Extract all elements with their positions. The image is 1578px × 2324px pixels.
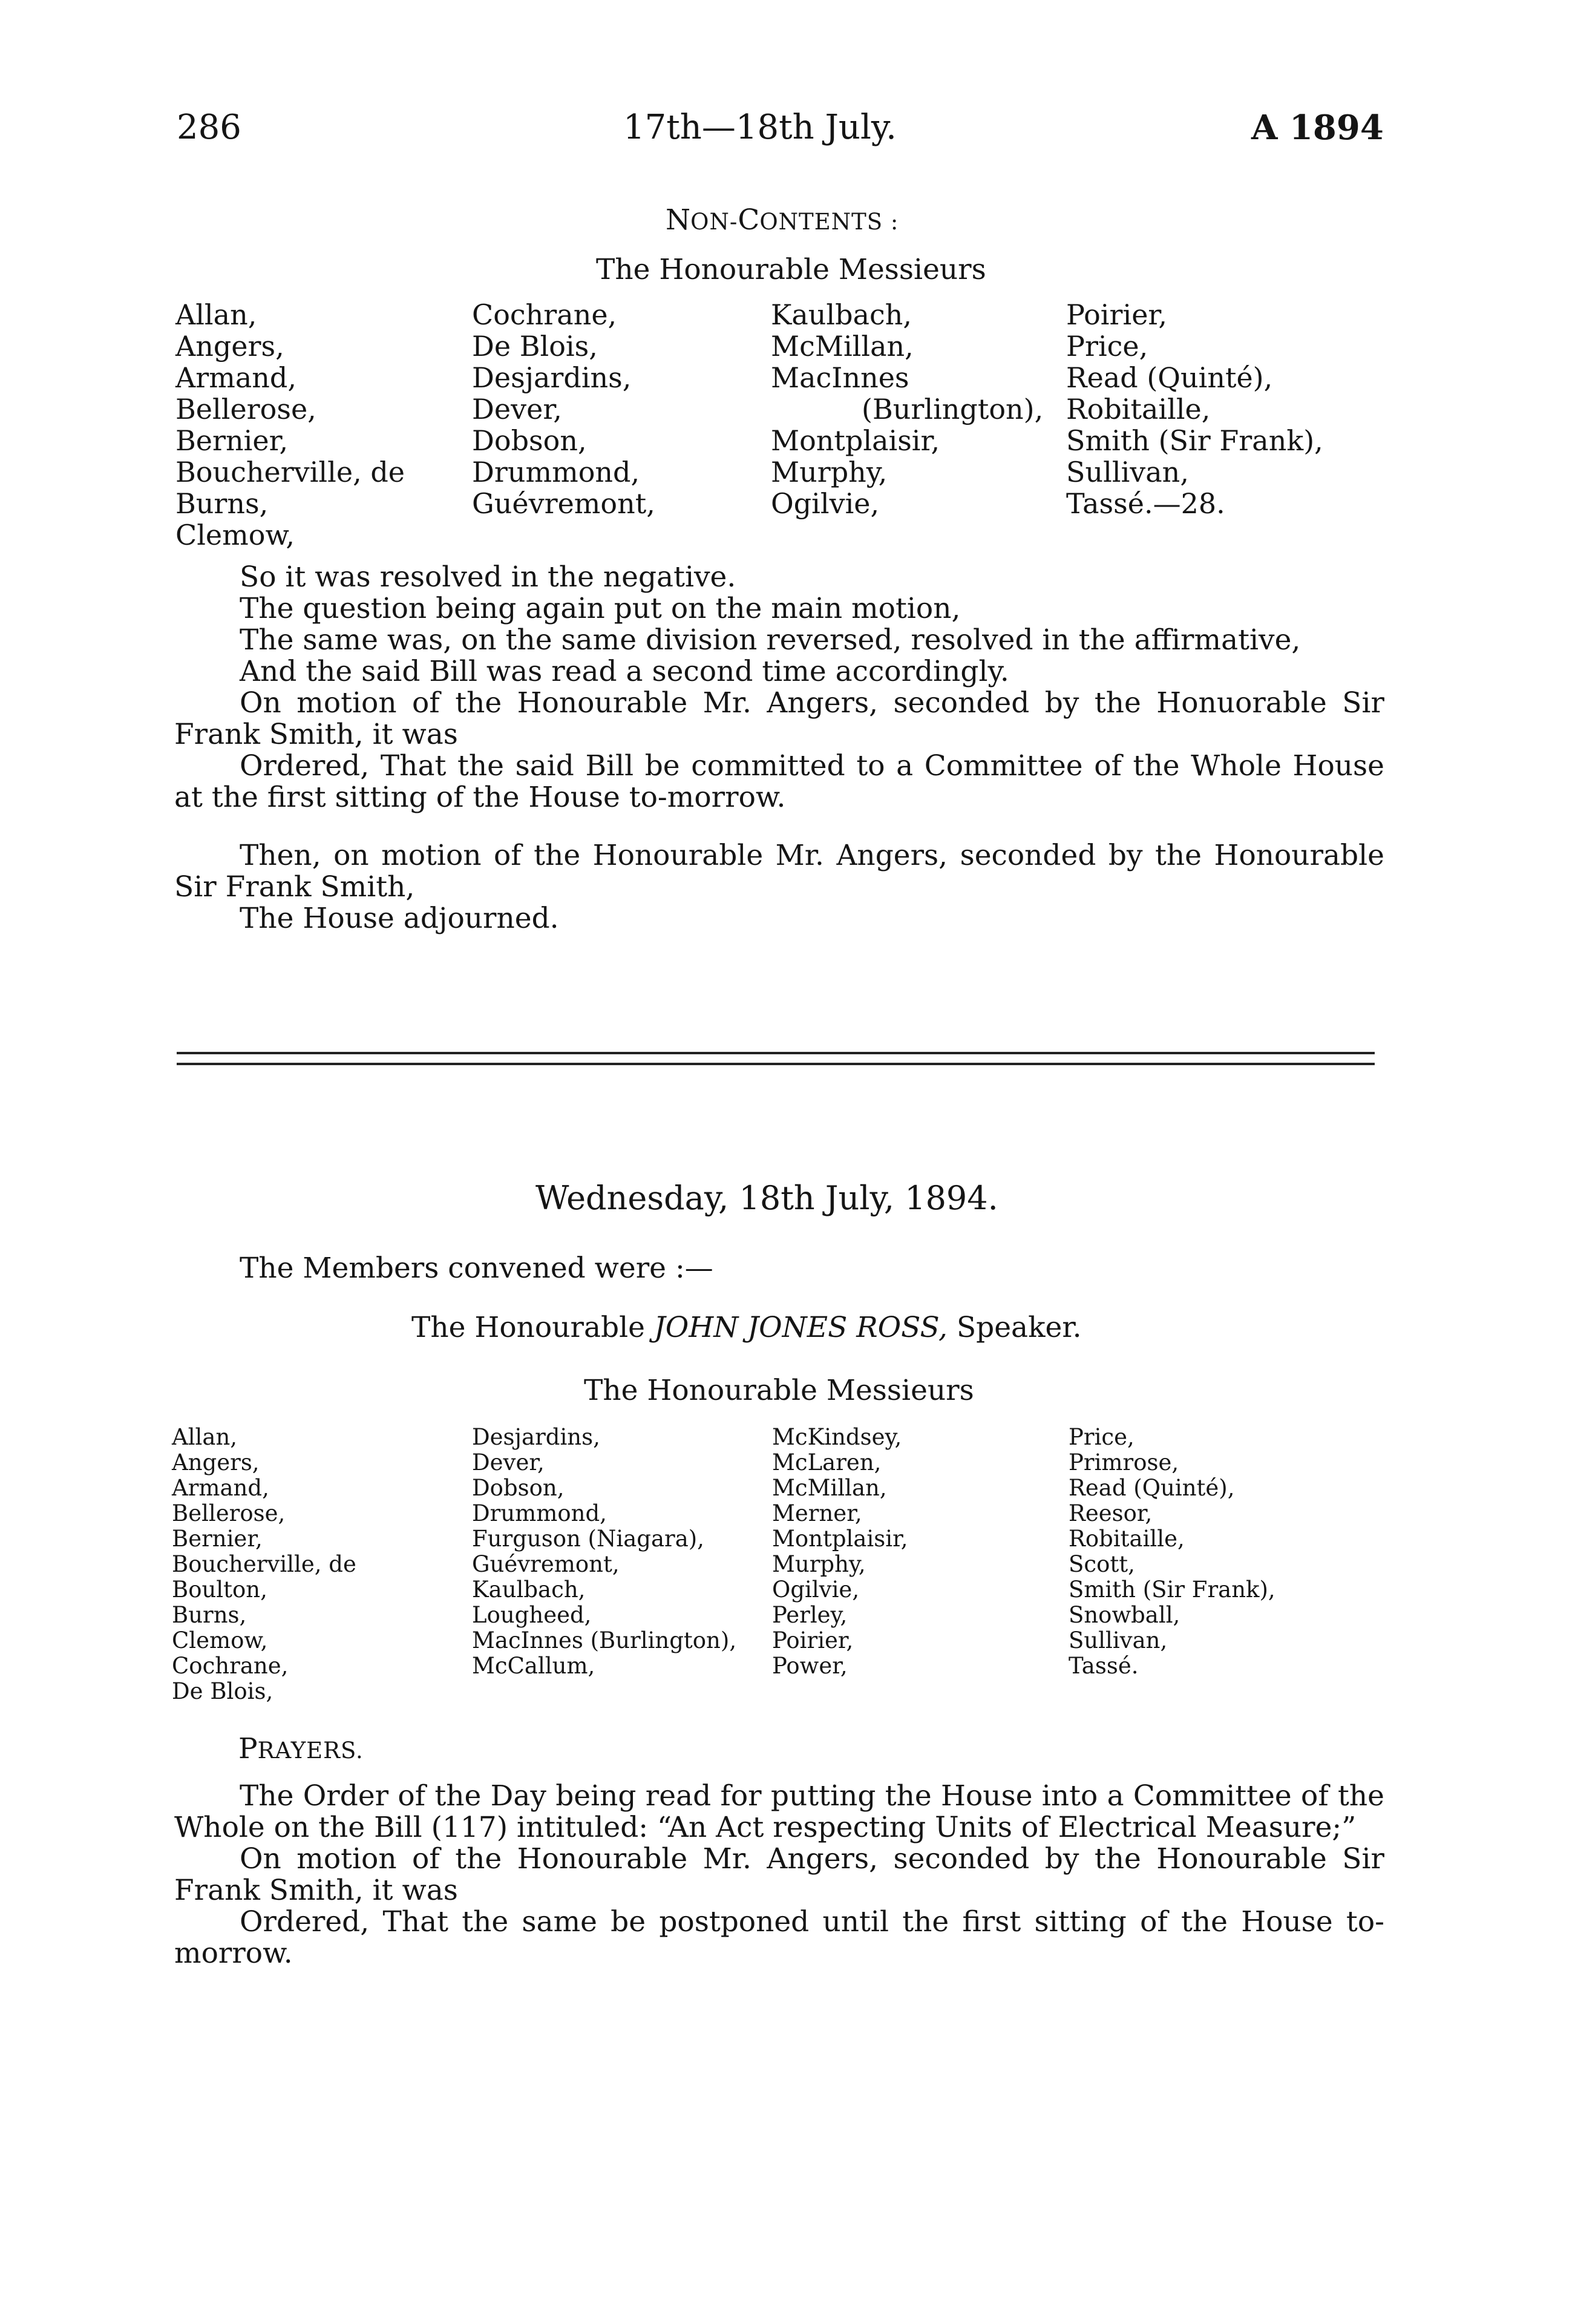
list-item: Smith (Sir Frank), (1066, 424, 1323, 457)
list-item: Boulton, (172, 1577, 267, 1603)
members-column-4 (1069, 1425, 1275, 1679)
list-item: Read (Quinté), (1069, 1475, 1235, 1501)
non-contents-column-2 (472, 299, 655, 519)
list-item: Tassé.—28. (1066, 487, 1225, 520)
members-column-2 (472, 1425, 736, 1679)
list-item: Armand, (175, 361, 296, 394)
members-column-3 (772, 1425, 908, 1679)
list-item: Kaulbach, (472, 1577, 586, 1603)
list-item: Drummond, (472, 1500, 607, 1526)
list-item: Poirier, (772, 1627, 854, 1653)
list-item: Burns, (172, 1602, 247, 1628)
non-contents-subheading: The Honourable Messieurs (596, 253, 986, 286)
paragraph: The question being again put on the main motion, (240, 592, 961, 625)
list-item: Tassé. (1069, 1653, 1139, 1679)
list-item: Snowball, (1069, 1602, 1180, 1628)
section-divider-bottom (177, 1063, 1375, 1065)
list-item: Primrose, (1069, 1449, 1179, 1475)
page-number: 286 (177, 108, 241, 147)
list-item: Poirier, (1066, 298, 1167, 331)
non-contents-heading: NON-CONTENTS : (666, 203, 899, 237)
list-item: Clemow, (172, 1627, 268, 1653)
section-divider-top (177, 1052, 1375, 1054)
list-item: Perley, (772, 1602, 848, 1628)
list-item: McCallum, (472, 1653, 595, 1679)
section1-closing-text (174, 840, 1384, 934)
list-item: Scott, (1069, 1551, 1135, 1577)
list-item: Bellerose, (175, 393, 316, 425)
prayers-heading: PRAYERS. (238, 1732, 364, 1765)
list-item: Murphy, (771, 456, 888, 488)
list-item: Dobson, (472, 424, 587, 457)
paragraph: The Order of the Day being read for putting the House into a Committee of the Whole on the Bill (117) intituled: “An Act respecting Units of Electrical Measure;” (174, 1779, 1384, 1844)
list-item: Ogilvie, (771, 487, 880, 520)
speaker-line: The Honourable JOHN JONES ROSS, Speaker. (411, 1311, 1082, 1344)
list-item: Montplaisir, (772, 1526, 908, 1552)
list-item: Bellerose, (172, 1500, 286, 1526)
paragraph: On motion of the Honourable Mr. Angers, seconded by the Honourable Sir Frank Smith, it was (174, 1842, 1384, 1907)
list-item: Guévremont, (472, 487, 655, 520)
list-item: Cochrane, (472, 298, 617, 331)
list-item: Sullivan, (1069, 1627, 1168, 1653)
list-item: Read (Quinté), (1066, 361, 1273, 394)
section1-text (174, 562, 1384, 813)
non-contents-column-1 (175, 299, 405, 551)
list-item: Angers, (175, 330, 284, 363)
section2-text (174, 1781, 1384, 1969)
list-item: Burns, (175, 487, 269, 520)
list-item: Kaulbach, (771, 298, 912, 331)
list-item: MacInnes (Burlington), (472, 1627, 737, 1653)
list-item: Boucherville, de (175, 456, 405, 488)
paragraph: So it was resolved in the negative. (240, 560, 736, 594)
list-item: Drummond, (472, 456, 640, 488)
non-contents-column-3 (771, 299, 1043, 519)
list-item: Guévremont, (472, 1551, 620, 1577)
list-item: Price, (1066, 330, 1148, 363)
list-item: Furguson (Niagara), (472, 1526, 704, 1552)
list-item: Allan, (172, 1424, 238, 1450)
list-item: Armand, (172, 1475, 269, 1501)
list-item: Desjardins, (472, 1424, 600, 1450)
list-item: De Blois, (472, 330, 598, 363)
list-item: Murphy, (772, 1551, 866, 1577)
list-item: Dever, (472, 1449, 545, 1475)
list-item: Bernier, (175, 424, 289, 457)
paragraph: And the said Bill was read a second time accordingly. (240, 655, 1009, 688)
list-item: Smith (Sir Frank), (1069, 1577, 1275, 1603)
list-item: MacInnes (771, 361, 909, 394)
list-item: Merner, (772, 1500, 862, 1526)
list-item: (Burlington), (862, 393, 1044, 425)
list-item: Dobson, (472, 1475, 565, 1501)
list-item: Angers, (172, 1449, 260, 1475)
paragraph: Ordered, That the said Bill be committed to a Committee of the Whole House at the first sitting of the House to-morrow. (174, 749, 1384, 814)
paragraph: The same was, on the same division reversed, resolved in the affirmative, (240, 623, 1301, 657)
list-item: Cochrane, (172, 1653, 289, 1679)
list-item: De Blois, (172, 1678, 273, 1704)
sitting-title: Wednesday, 18th July, 1894. (535, 1179, 998, 1217)
list-item: McMillan, (771, 330, 914, 363)
members-convened-line: The Members convened were :— (240, 1252, 713, 1285)
list-item: Power, (772, 1653, 848, 1679)
page-date-range: 17th—18th July. (623, 108, 897, 147)
list-item: Allan, (175, 298, 257, 331)
list-item: Montplaisir, (771, 424, 940, 457)
list-item: Lougheed, (472, 1602, 592, 1628)
paragraph: Then, on motion of the Honourable Mr. Angers, seconded by the Honourable Sir Frank Smith, (174, 839, 1384, 904)
list-item: Boucherville, de (172, 1551, 356, 1577)
list-item: McMillan, (772, 1475, 887, 1501)
members-subheading: The Honourable Messieurs (584, 1374, 974, 1407)
list-item: Sullivan, (1066, 456, 1189, 488)
paragraph: The House adjourned. (240, 902, 559, 935)
list-item: Robitaille, (1066, 393, 1211, 425)
members-column-1 (172, 1425, 356, 1704)
paragraph: Ordered, That the same be postponed until the first sitting of the House to-morrow. (174, 1905, 1384, 1970)
list-item: Price, (1069, 1424, 1134, 1450)
list-item: Reesor, (1069, 1500, 1153, 1526)
list-item: Bernier, (172, 1526, 263, 1552)
speaker-name: JOHN JONES ROSS, (653, 1311, 948, 1344)
list-item: Ogilvie, (772, 1577, 860, 1603)
list-item: Desjardins, (472, 361, 632, 394)
list-item: Clemow, (175, 519, 295, 551)
list-item: McLaren, (772, 1449, 882, 1475)
non-contents-column-4 (1066, 299, 1323, 519)
paragraph: On motion of the Honourable Mr. Angers, seconded by the Honuorable Sir Frank Smith, it was (174, 686, 1384, 751)
session-label: A 1894 (1251, 108, 1384, 148)
list-item: Robitaille, (1069, 1526, 1185, 1552)
list-item: Dever, (472, 393, 562, 425)
list-item: McKindsey, (772, 1424, 902, 1450)
